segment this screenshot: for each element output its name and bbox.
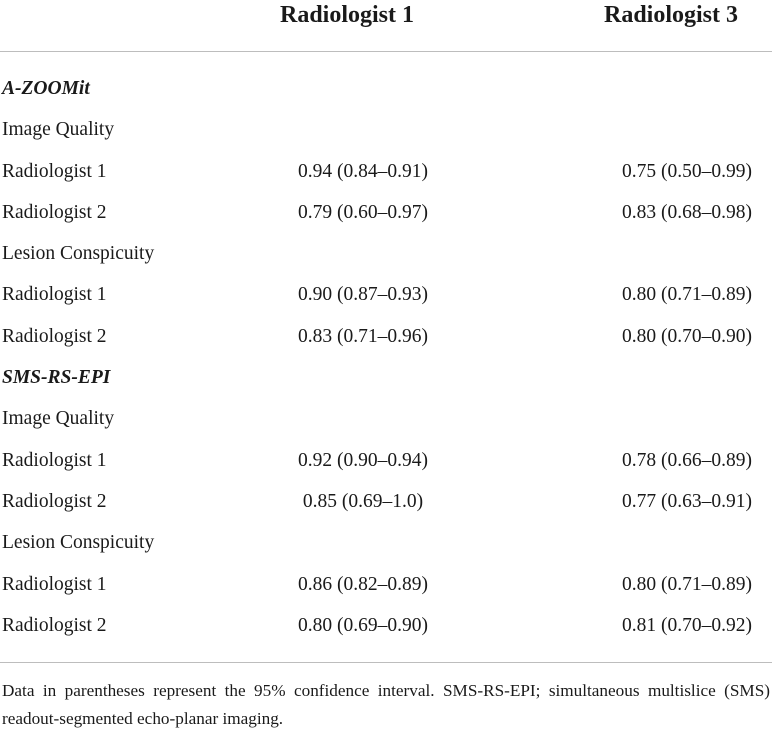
subheader-label: Lesion Conspicuity [2,532,155,554]
footer-divider [0,662,772,663]
row-label: Radiologist 2 [2,614,107,636]
row-label: Radiologist 1 [2,284,107,306]
section-row [0,68,772,109]
subheader-label: Image Quality [2,408,115,430]
table-footnote: Data in parentheses represent the 95% confidence interval. SMS-RS-EPI; simultaneous multislice (SMS) readout-segmented echo-planar imaging. [2,681,770,728]
row-label: Radiologist 2 [2,201,107,223]
table-row [0,151,772,192]
table-row [0,481,772,522]
subheader-label: Image Quality [2,119,115,141]
table-row [0,192,772,233]
row-label: Radiologist 2 [2,325,107,347]
column-header-radiologist-3: Radiologist 3 [604,2,739,28]
table-header [0,0,772,52]
subheader-row [0,522,772,563]
subheader-row [0,109,772,150]
column-header-radiologist-1: Radiologist 1 [280,2,415,28]
section-label: SMS-RS-EPI [2,367,111,389]
cell-radiologist-3: 0.75 (0.50–0.99) [622,160,752,182]
cell-radiologist-1: 0.92 (0.90–0.94) [298,449,428,471]
section-label: A-ZOOMit [2,78,90,99]
subheader-row [0,233,772,274]
cell-radiologist-1: 0.80 (0.69–0.90) [298,614,428,636]
subheader-row [0,398,772,439]
header-divider [0,51,772,52]
cell-radiologist-3: 0.77 (0.63–0.91) [622,490,752,512]
subheader-label: Lesion Conspicuity [2,243,155,265]
row-label: Radiologist 1 [2,573,107,595]
table-body [0,68,772,646]
cell-radiologist-1: 0.94 (0.84–0.91) [298,160,428,182]
row-label: Radiologist 1 [2,449,107,471]
cell-radiologist-1: 0.85 (0.69–1.0) [302,490,424,512]
cell-radiologist-1: 0.86 (0.82–0.89) [298,573,428,595]
cell-radiologist-3: 0.80 (0.71–0.89) [622,284,752,306]
cell-radiologist-3: 0.83 (0.68–0.98) [622,201,752,223]
cell-radiologist-1: 0.79 (0.60–0.97) [298,201,428,223]
table-row [0,564,772,605]
cell-radiologist-1: 0.90 (0.87–0.93) [298,284,428,306]
row-label: Radiologist 2 [2,490,107,512]
section-row [0,357,772,398]
table-row [0,440,772,481]
cell-radiologist-3: 0.78 (0.66–0.89) [622,449,752,471]
table-row [0,605,772,646]
cell-radiologist-3: 0.81 (0.70–0.92) [622,614,752,636]
cell-radiologist-3: 0.80 (0.71–0.89) [622,573,752,595]
row-label: Radiologist 1 [2,160,107,182]
table-row [0,274,772,315]
table-row [0,316,772,357]
cell-radiologist-1: 0.83 (0.71–0.96) [298,325,428,347]
cell-radiologist-3: 0.80 (0.70–0.90) [622,325,752,347]
